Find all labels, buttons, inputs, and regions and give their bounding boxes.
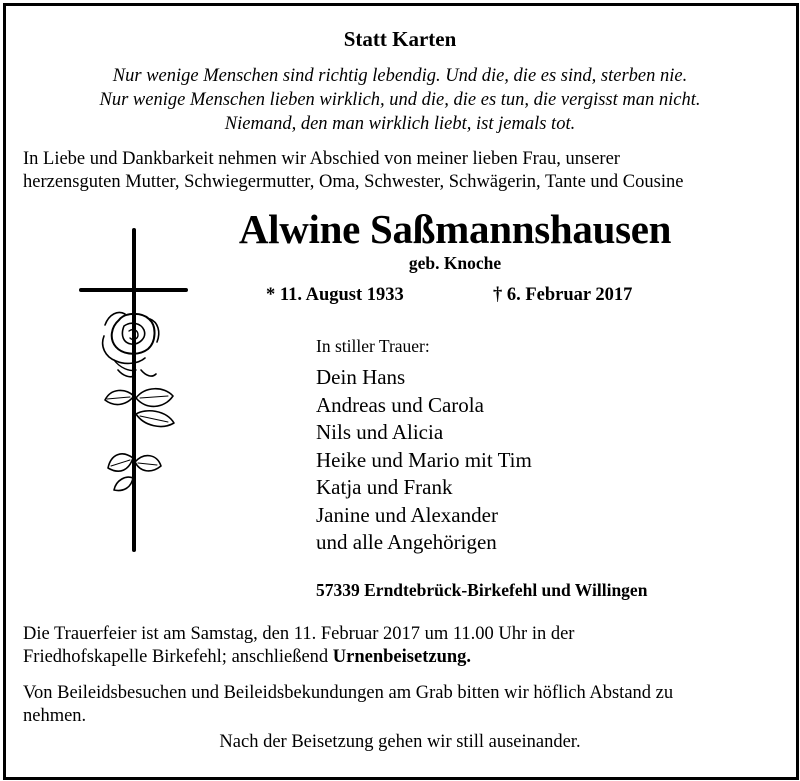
funeral-line-2-text: Friedhofskapelle Birkefehl; anschließend <box>23 647 333 667</box>
mourner-name: Janine und Alexander <box>316 502 498 527</box>
funeral-line-1: Die Trauerfeier ist am Samstag, den 11. Februar 2017 um 11.00 Uhr in der <box>23 624 575 644</box>
mourner-name: und alle Angehörigen <box>316 530 497 554</box>
cross-with-rose-icon <box>78 226 190 552</box>
mourners-label: In stiller Trauer: <box>316 336 430 356</box>
request-line-2: nehmen. <box>23 706 87 726</box>
urn-burial-emphasis: Urnenbeisetzung. <box>332 647 472 667</box>
quote-line-1: Nur wenige Menschen sind richtig lebendig. Und die, die es sind, sterben nie. <box>112 66 688 86</box>
death-date: † 6. Februar 2017 <box>493 285 633 305</box>
intro-line-2: herzensguten Mutter, Schwiegermutter, Oma, Schwester, Schwägerin, Tante und Cousine <box>23 172 684 192</box>
closing-line: Nach der Beisetzung gehen wir still auseinander. <box>219 732 581 752</box>
mourner-name: Andreas und Carola <box>316 392 484 417</box>
quote-line-2: Nur wenige Menschen lieben wirklich, und die, die es tun, die vergisst man nicht. <box>99 90 701 110</box>
deceased-name: Alwine Saßmannshausen <box>238 206 672 252</box>
funeral-line-2 <box>23 646 471 669</box>
mourner-name: Heike und Mario mit Tim <box>316 447 532 472</box>
quote-line-3: Niemand, den man wirklich liebt, ist jemals tot. <box>224 114 576 134</box>
mourner-name: Dein Hans <box>316 365 406 389</box>
birth-date: * 11. August 1933 <box>266 285 404 305</box>
mourners-list <box>316 364 532 557</box>
mourners-place: 57339 Erndtebrück-Birkefehl und Willingen <box>316 580 648 600</box>
intro-line-1: In Liebe und Dankbarkeit nehmen wir Abschied von meiner lieben Frau, unserer <box>23 149 620 169</box>
mourner-name: Katja und Frank <box>316 475 453 499</box>
notice-header: Statt Karten <box>343 27 457 51</box>
mourner-name: Nils und Alicia <box>316 420 444 444</box>
birth-name: geb. Knoche <box>408 253 502 273</box>
request-line-1: Von Beileidsbesuchen und Beileidsbekundungen am Grab bitten wir höflich Abstand zu <box>23 683 674 703</box>
